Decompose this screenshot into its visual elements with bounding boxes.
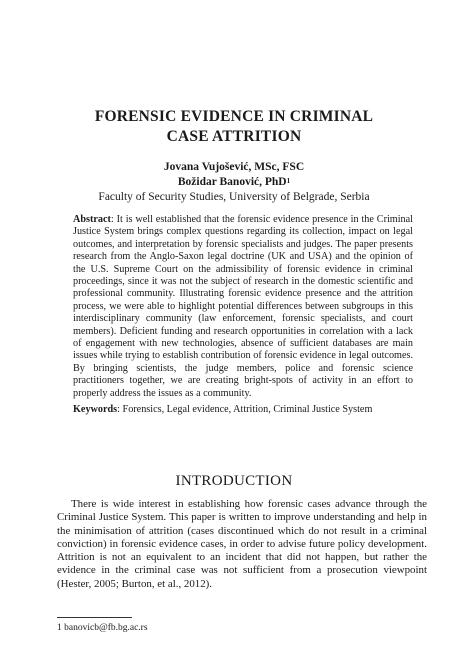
abstract-paragraph [73,214,413,400]
author-1: Jovana Vujošević, MSc, FSC [163,161,305,173]
author-block [0,160,468,205]
keywords-paragraph [73,404,413,416]
paper-title-line-2: CASE ATTRITION [166,128,302,145]
author-2-line [0,175,468,190]
introduction-paragraph: There is wide interest in establishing how forensic cases advance through the Criminal Justice System. This paper is written to improve understanding and help in the minimisation of attrition (cases discontinued which do not result in a criminal conviction) in forensic evidence cases, in order to advise future policy development. Attrition is not an equivalent to an incident that did not happen, but rather the evidence in the criminal case was not sufficient from a prosecution viewpoint (Hester, 2005; Burton, et al., 2012). [57,498,427,590]
abstract-text: : It is well established that the forensic evidence presence in the Criminal Justice System brings complex questions regarding its collection, impact on legal outcomes, and interpretation by forensic specialists and judges. The paper presents research from the Anglo-Saxon legal doctrine (UK and USA) and the opinion of the U.S. Supreme Court on the admissibility of forensic evidence in criminal proceedings, since it was not the subject of research in the domestic scientific and professional community. Illustrating forensic evidence presence and the attrition process, we were able to highlight potential differences between subgroups in this interdisciplinary community (law enforcement, forensic specialists, and court members). Deficient funding and research opportunities in correlation with a lack of engagement with new technologies, absence of sufficient databases are main issues while trying to establish contribution of forensic evidence in legal outcomes. By bringing scientists, the judge members, police and forensic science practitioners together, we are creating bright-spots of activity in an effort to properly address the issues as a community. [73,214,413,399]
footnote: 1 banovicb@fb.bg.ac.rs [57,623,148,633]
footnote-divider [57,617,132,618]
keywords-text: : Forensics, Legal evidence, Attrition, Criminal Justice System [117,404,373,416]
introduction-body [57,498,427,591]
abstract-block [73,214,413,417]
affiliation: Faculty of Security Studies, University of Belgrade, Serbia [98,191,370,203]
paper-title [0,107,468,147]
author-2: Božidar Banović, PhD [177,176,287,188]
paper-title-line-1: FORENSIC EVIDENCE IN CRIMINAL [94,108,374,125]
abstract-label: Abstract [73,214,111,225]
keywords-label: Keywords [73,404,118,416]
introduction-heading: INTRODUCTION [175,473,293,489]
author-2-footnote-mark[interactable]: 1 [286,177,291,185]
